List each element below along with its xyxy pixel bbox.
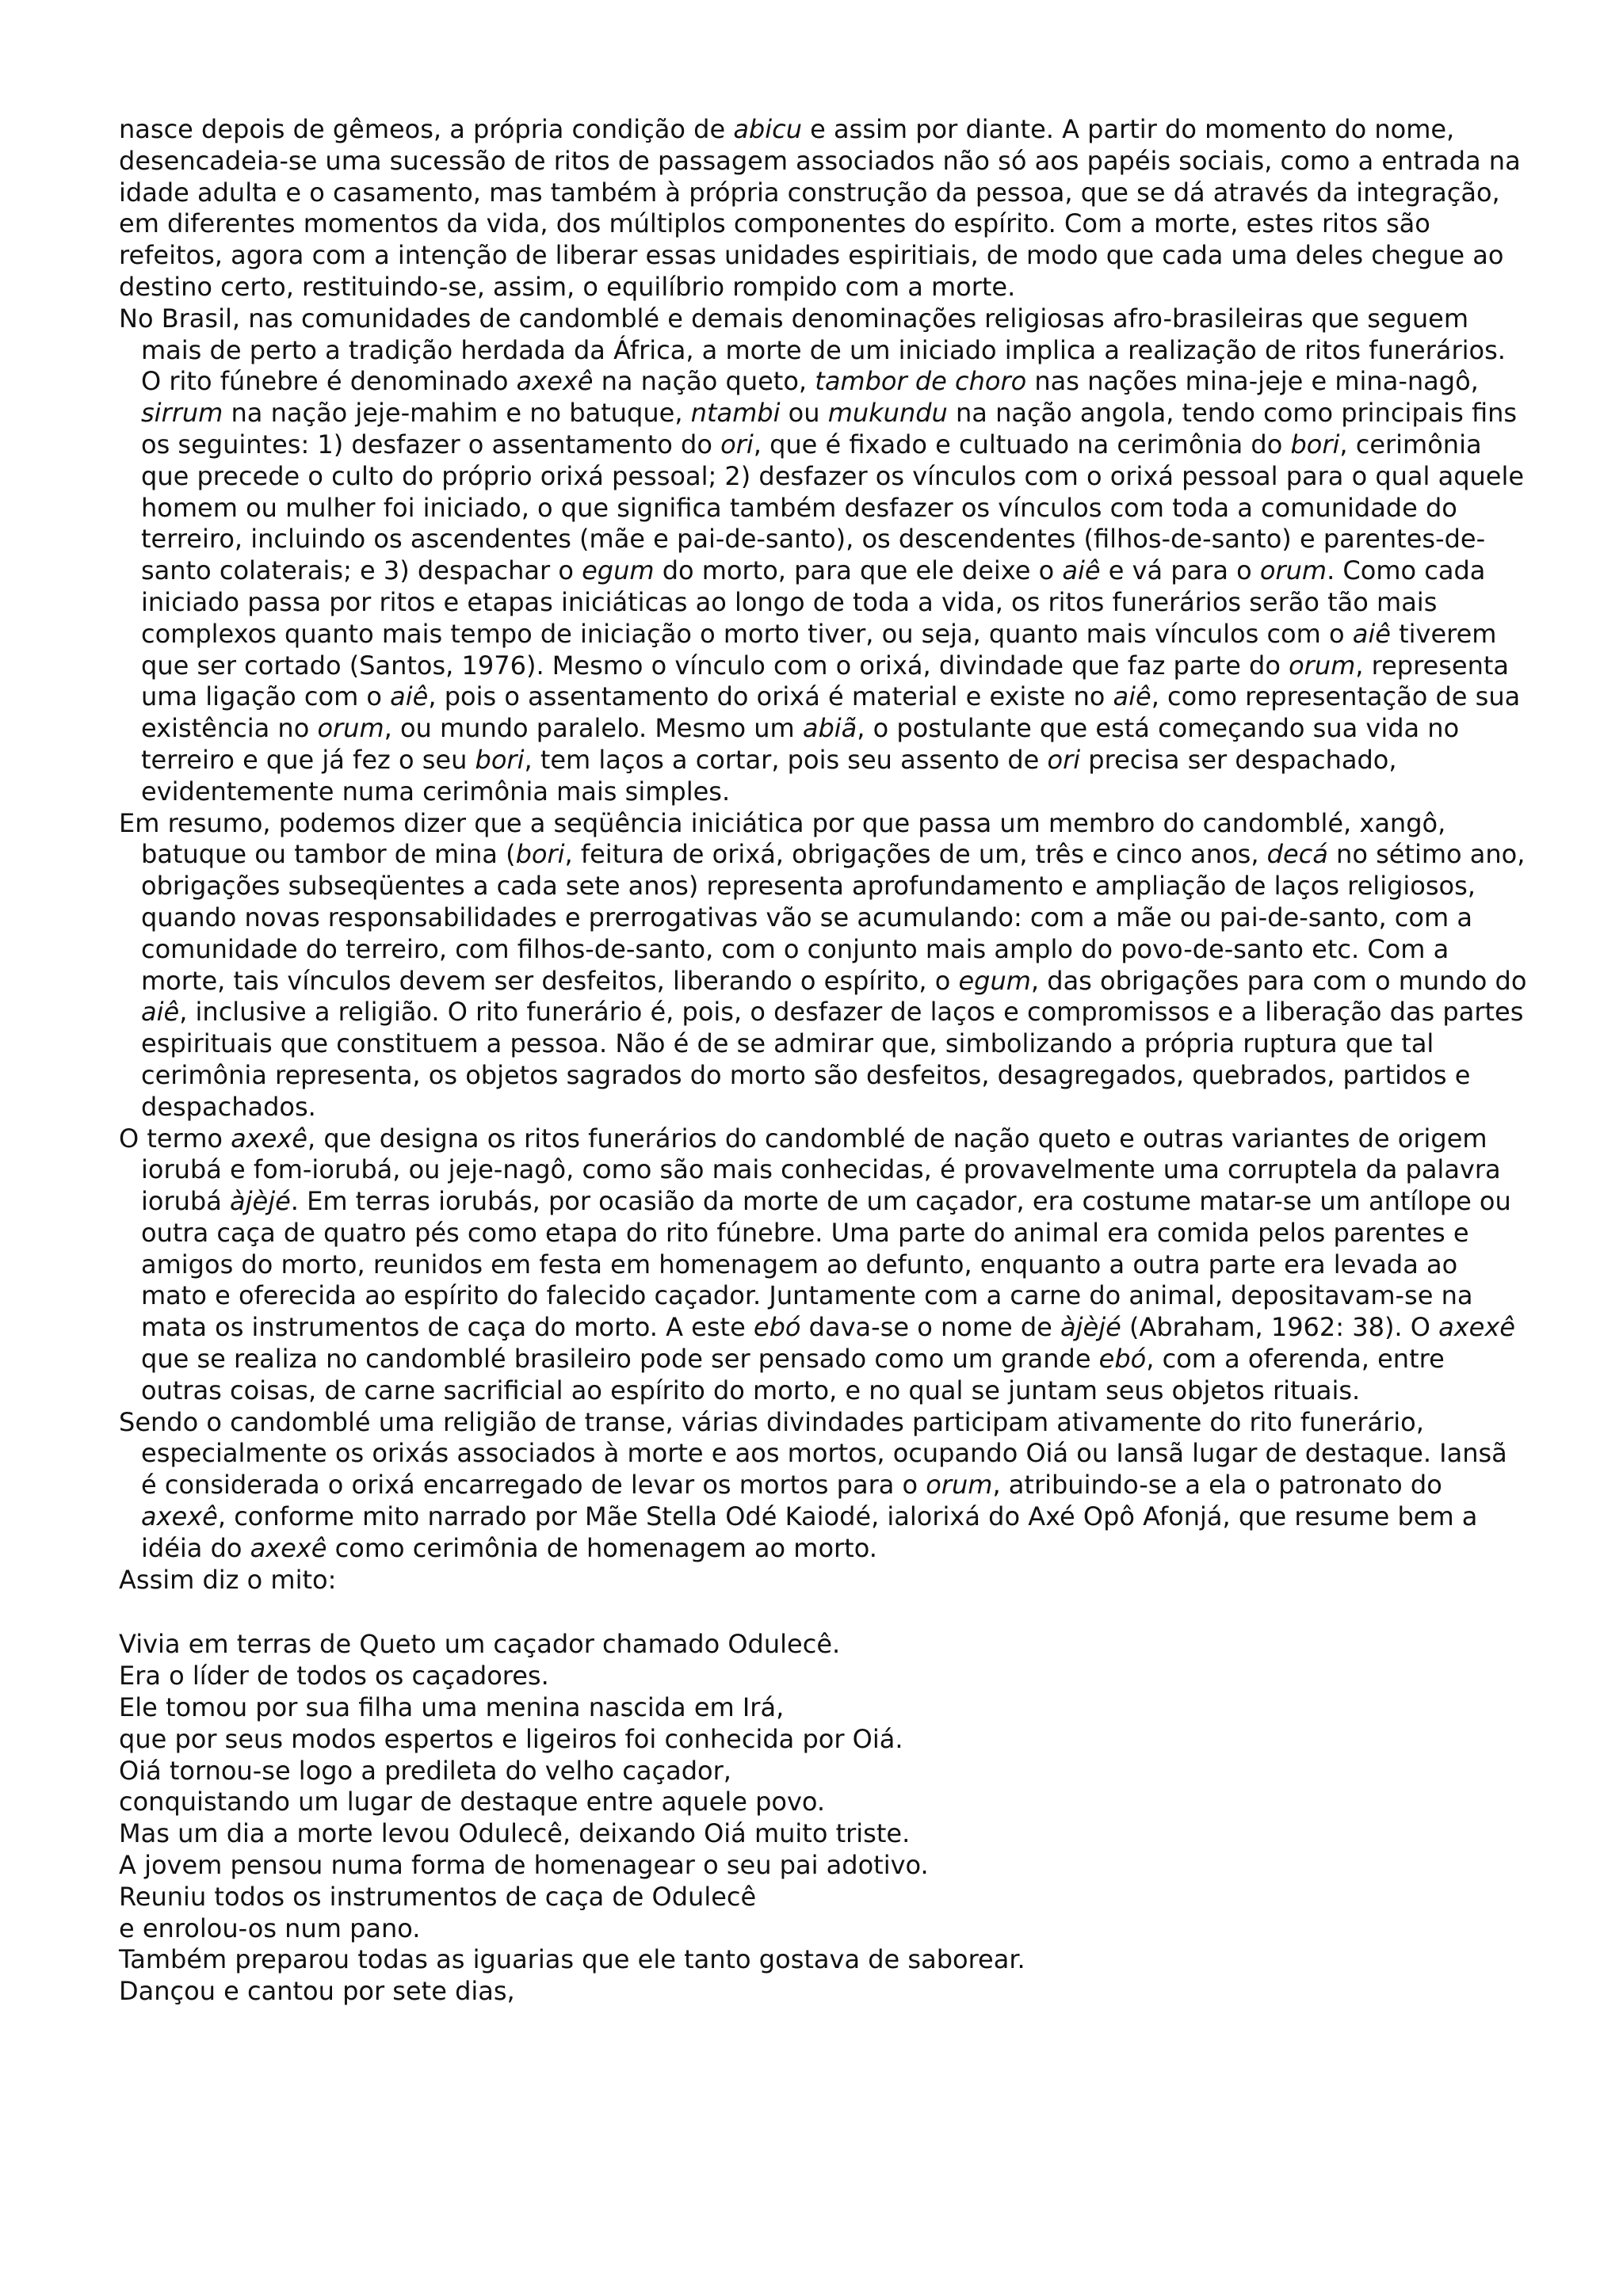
verse-line: Reuniu todos os instrumentos de caça de Odulecê <box>119 1881 757 1912</box>
text-run: dava-se o nome de <box>800 1312 1061 1343</box>
text-run: , atribuindo-se a ela o patronato do <box>992 1470 1442 1501</box>
text-run: , com a oferenda, entre outras coisas, de carne sacrificial ao espírito do morto, e no qual se juntam seus objetos rituais. <box>141 1344 1445 1405</box>
italic-term: axexê <box>1438 1312 1515 1343</box>
italic-term: sirrum <box>141 398 223 429</box>
text-run: nas nações mina-jeje e mina-nagô, <box>1026 366 1479 397</box>
italic-term: axexê <box>231 1123 307 1154</box>
text-run: na nação jeje-mahim e no batuque, <box>223 398 691 429</box>
italic-term: bori <box>475 744 525 775</box>
verse-line: Mas um dia a morte levou Odulecê, deixando Oiá muito triste. <box>119 1818 911 1849</box>
text-run: ou <box>780 398 828 429</box>
verse-line: Também preparou todas as iguarias que ele tanto gostava de saborear. <box>119 1944 1025 1975</box>
paragraph <box>119 808 1529 1123</box>
italic-term: aiê <box>1113 681 1151 712</box>
text-run: e vá para o <box>1100 555 1260 586</box>
text-run: , o postulante que está começando sua vida no terreiro e que já fez o seu <box>141 713 1460 775</box>
italic-term: ebó <box>1098 1344 1147 1375</box>
italic-term: abicu <box>733 114 802 144</box>
text-run: . Como cada iniciado passa por ritos e etapas iniciáticas ao longo de toda a vida, os ritos funerários serão tão mais complexos quanto mais tempo de iniciação o morto tiver, ou seja, quanto mais vínculos com o <box>141 555 1486 649</box>
text-run: precisa ser despachado, evidentemente numa cerimônia mais simples. <box>141 744 1397 807</box>
italic-term: àjèjé <box>1060 1312 1121 1343</box>
italic-term: bori <box>1290 429 1340 460</box>
italic-term: abiã <box>802 713 857 744</box>
text-run: , pois o assentamento do orixá é material e existe no <box>428 681 1113 712</box>
text-run: e assim por diante. A partir do momento do nome, desencadeia-se uma sucessão de ritos de passagem associados não só aos papéis sociais, como a entrada na idade adulta e o casamento, mas também à própria construção da pessoa, que se dá através da integração, em diferentes momentos da vida, dos múltiplos componentes do espírito. Com a morte, estes ritos são refeitos, agora com a intenção de liberar essas unidades espiritiais, de modo que cada uma deles chegue ao destino certo, restituindo-se, assim, o equilíbrio rompido com a morte. <box>119 114 1521 302</box>
italic-term: ori <box>1047 744 1081 775</box>
italic-term: tambor de choro <box>815 366 1027 397</box>
text-run: , ou mundo paralelo. Mesmo um <box>384 713 803 744</box>
document-body <box>119 114 1529 2008</box>
text-run: (Abraham, 1962: 38). O <box>1121 1312 1439 1343</box>
text-run: que se realiza no candomblé brasileiro pode ser pensado como um grande <box>141 1344 1099 1375</box>
text-run: como cerimônia de homenagem ao morto. <box>327 1532 877 1563</box>
text-run: nasce depois de gêmeos, a própria condição de <box>119 114 734 144</box>
text-run: , que é fixado e cultuado na cerimônia do <box>753 429 1291 460</box>
text-run: , inclusive a religião. O rito funerário é, pois, o desfazer de laços e compromissos e a liberação das partes espirituais que constituem a pessoa. Não é de se admirar que, simbolizando a própria ruptura que tal cerimônia representa, os objetos sagrados do morto são desfeitos, desagregados, quebrados, partidos e despachados. <box>141 997 1524 1122</box>
text-run: , representa uma ligação com o <box>141 650 1509 712</box>
text-run: No Brasil, nas comunidades de candomblé e demais denominações religiosas afro-brasileiras que seguem mais de perto a tradição herdada da África, a morte de um iniciado implica a realização de ritos funerários. O rito fúnebre é denominado <box>119 303 1506 397</box>
italic-term: axexê <box>141 1501 218 1532</box>
italic-term: àjèjé <box>230 1186 291 1217</box>
italic-term: aiê <box>1352 618 1391 649</box>
text-run: . Em terras iorubás, por ocasião da morte de um caçador, era costume matar-se um antílope ou outra caça de quatro pés como etapa do rito fúnebre. Uma parte do animal era comida pelos parentes e amigos do morto, reunidos em festa em homenagem ao defunto, enquanto a outra parte era levada ao mato e oferecida ao espírito do falecido caçador. Juntamente com a carne do animal, depositavam-se na mata os instrumentos de caça do morto. A este <box>141 1186 1511 1343</box>
text-run: tiverem que ser cortado (Santos, 1976). Mesmo o vínculo com o orixá, divindade que faz parte do <box>141 618 1497 681</box>
italic-term: ntambi <box>690 398 781 429</box>
text-run: Sendo o candomblé uma religião de transe, várias divindades participam ativamente do rito funerário, especialmente os orixás associados à morte e aos mortos, ocupando Oiá ou Iansã lugar de destaque. Iansã é considerada o orixá encarregado de levar os mortos para o <box>119 1406 1507 1501</box>
italic-term: mukundu <box>827 398 948 429</box>
text-run: O termo <box>119 1123 231 1154</box>
italic-term: axexê <box>250 1532 327 1563</box>
paragraph <box>119 114 1529 303</box>
italic-term: aiê <box>1062 555 1101 586</box>
italic-term: ori <box>720 429 754 460</box>
myth-verse <box>119 1629 1529 2008</box>
verse-line: Era o líder de todos os caçadores. <box>119 1661 549 1691</box>
italic-term: decá <box>1266 839 1328 870</box>
text-run: , tem laços a cortar, pois seu assento de <box>524 744 1048 775</box>
italic-term: orum <box>317 713 384 744</box>
verse-line: que por seus modos espertos e ligeiros foi conhecida por Oiá. <box>119 1723 903 1754</box>
verse-line: A jovem pensou numa forma de homenagear o seu pai adotivo. <box>119 1850 929 1881</box>
italic-term: egum <box>958 965 1031 996</box>
text-run: , feitura de orixá, obrigações de um, três e cinco anos, <box>564 839 1267 870</box>
paragraph <box>119 303 1529 808</box>
italic-term: orum <box>1289 650 1356 681</box>
verse-line: Dançou e cantou por sete dias, <box>119 1976 515 2007</box>
text-run: na nação queto, <box>593 366 815 397</box>
stanza-gap <box>119 1596 1529 1629</box>
text-run: , das obrigações para com o mundo do <box>1030 965 1527 996</box>
italic-term: egum <box>582 555 655 586</box>
italic-term: orum <box>926 1470 993 1501</box>
text-run: , que designa os ritos funerários do candomblé de nação queto e outras variantes de origem iorubá e fom-iorubá, ou jeje-nagô, como são mais conhecidas, é provavelmente uma corruptela da palavra iorubá <box>141 1123 1501 1217</box>
italic-term: ebó <box>753 1312 801 1343</box>
italic-term: aiê <box>141 997 180 1028</box>
prose-section <box>119 114 1529 1596</box>
italic-term: bori <box>515 839 565 870</box>
verse-line: Oiá tornou-se logo a predileta do velho caçador, <box>119 1755 731 1786</box>
italic-term: orum <box>1259 555 1327 586</box>
paragraph <box>119 1565 1529 1596</box>
text-run: Em resumo, podemos dizer que a seqüência iniciática por que passa um membro do candomblé, xangô, batuque ou tambor de mina ( <box>119 807 1446 870</box>
paragraph <box>119 1123 1529 1407</box>
text-run: do morto, para que ele deixe o <box>654 555 1063 586</box>
paragraph <box>119 1407 1529 1565</box>
text-run: no sétimo ano, obrigações subseqüentes a cada sete anos) representa aprofundamento e ampliação de laços religiosos, quando novas responsabilidades e prerrogativas vão se acumulando: com a mãe ou pai-de-santo, com a comunidade do terreiro, com filhos-de-santo, com o conjunto mais amplo do povo-de-santo etc. Com a morte, tais vínculos devem ser desfeitos, liberando o espírito, o <box>141 839 1526 996</box>
text-run: , como representação de sua existência no <box>141 681 1521 744</box>
verse-line: Vivia em terras de Queto um caçador chamado Odulecê. <box>119 1629 841 1660</box>
text-run: , conforme mito narrado por Mãe Stella Odé Kaiodé, ialorixá do Axé Opô Afonjá, que resume bem a idéia do <box>141 1501 1478 1563</box>
verse-line: Ele tomou por sua filha uma menina nascida em Irá, <box>119 1692 785 1723</box>
text-run: , cerimônia que precede o culto do próprio orixá pessoal; 2) desfazer os vínculos com o orixá pessoal para o qual aquele homem ou mulher foi iniciado, o que significa também desfazer os vínculos com toda a comunidade do terreiro, incluindo os ascendentes (mãe e pai-de-santo), os descendentes (filhos-de-santo) e parentes-de-santo colaterais; e 3) despachar o <box>141 429 1525 586</box>
verse-line: conquistando um lugar de destaque entre aquele povo. <box>119 1787 826 1817</box>
verse-line: e enrolou-os num pano. <box>119 1913 421 1943</box>
text-run: Assim diz o mito: <box>119 1564 337 1595</box>
text-run: na nação angola, tendo como principais fins os seguintes: 1) desfazer o assentamento do <box>141 398 1518 460</box>
italic-term: axexê <box>516 366 594 397</box>
italic-term: aiê <box>390 681 429 712</box>
